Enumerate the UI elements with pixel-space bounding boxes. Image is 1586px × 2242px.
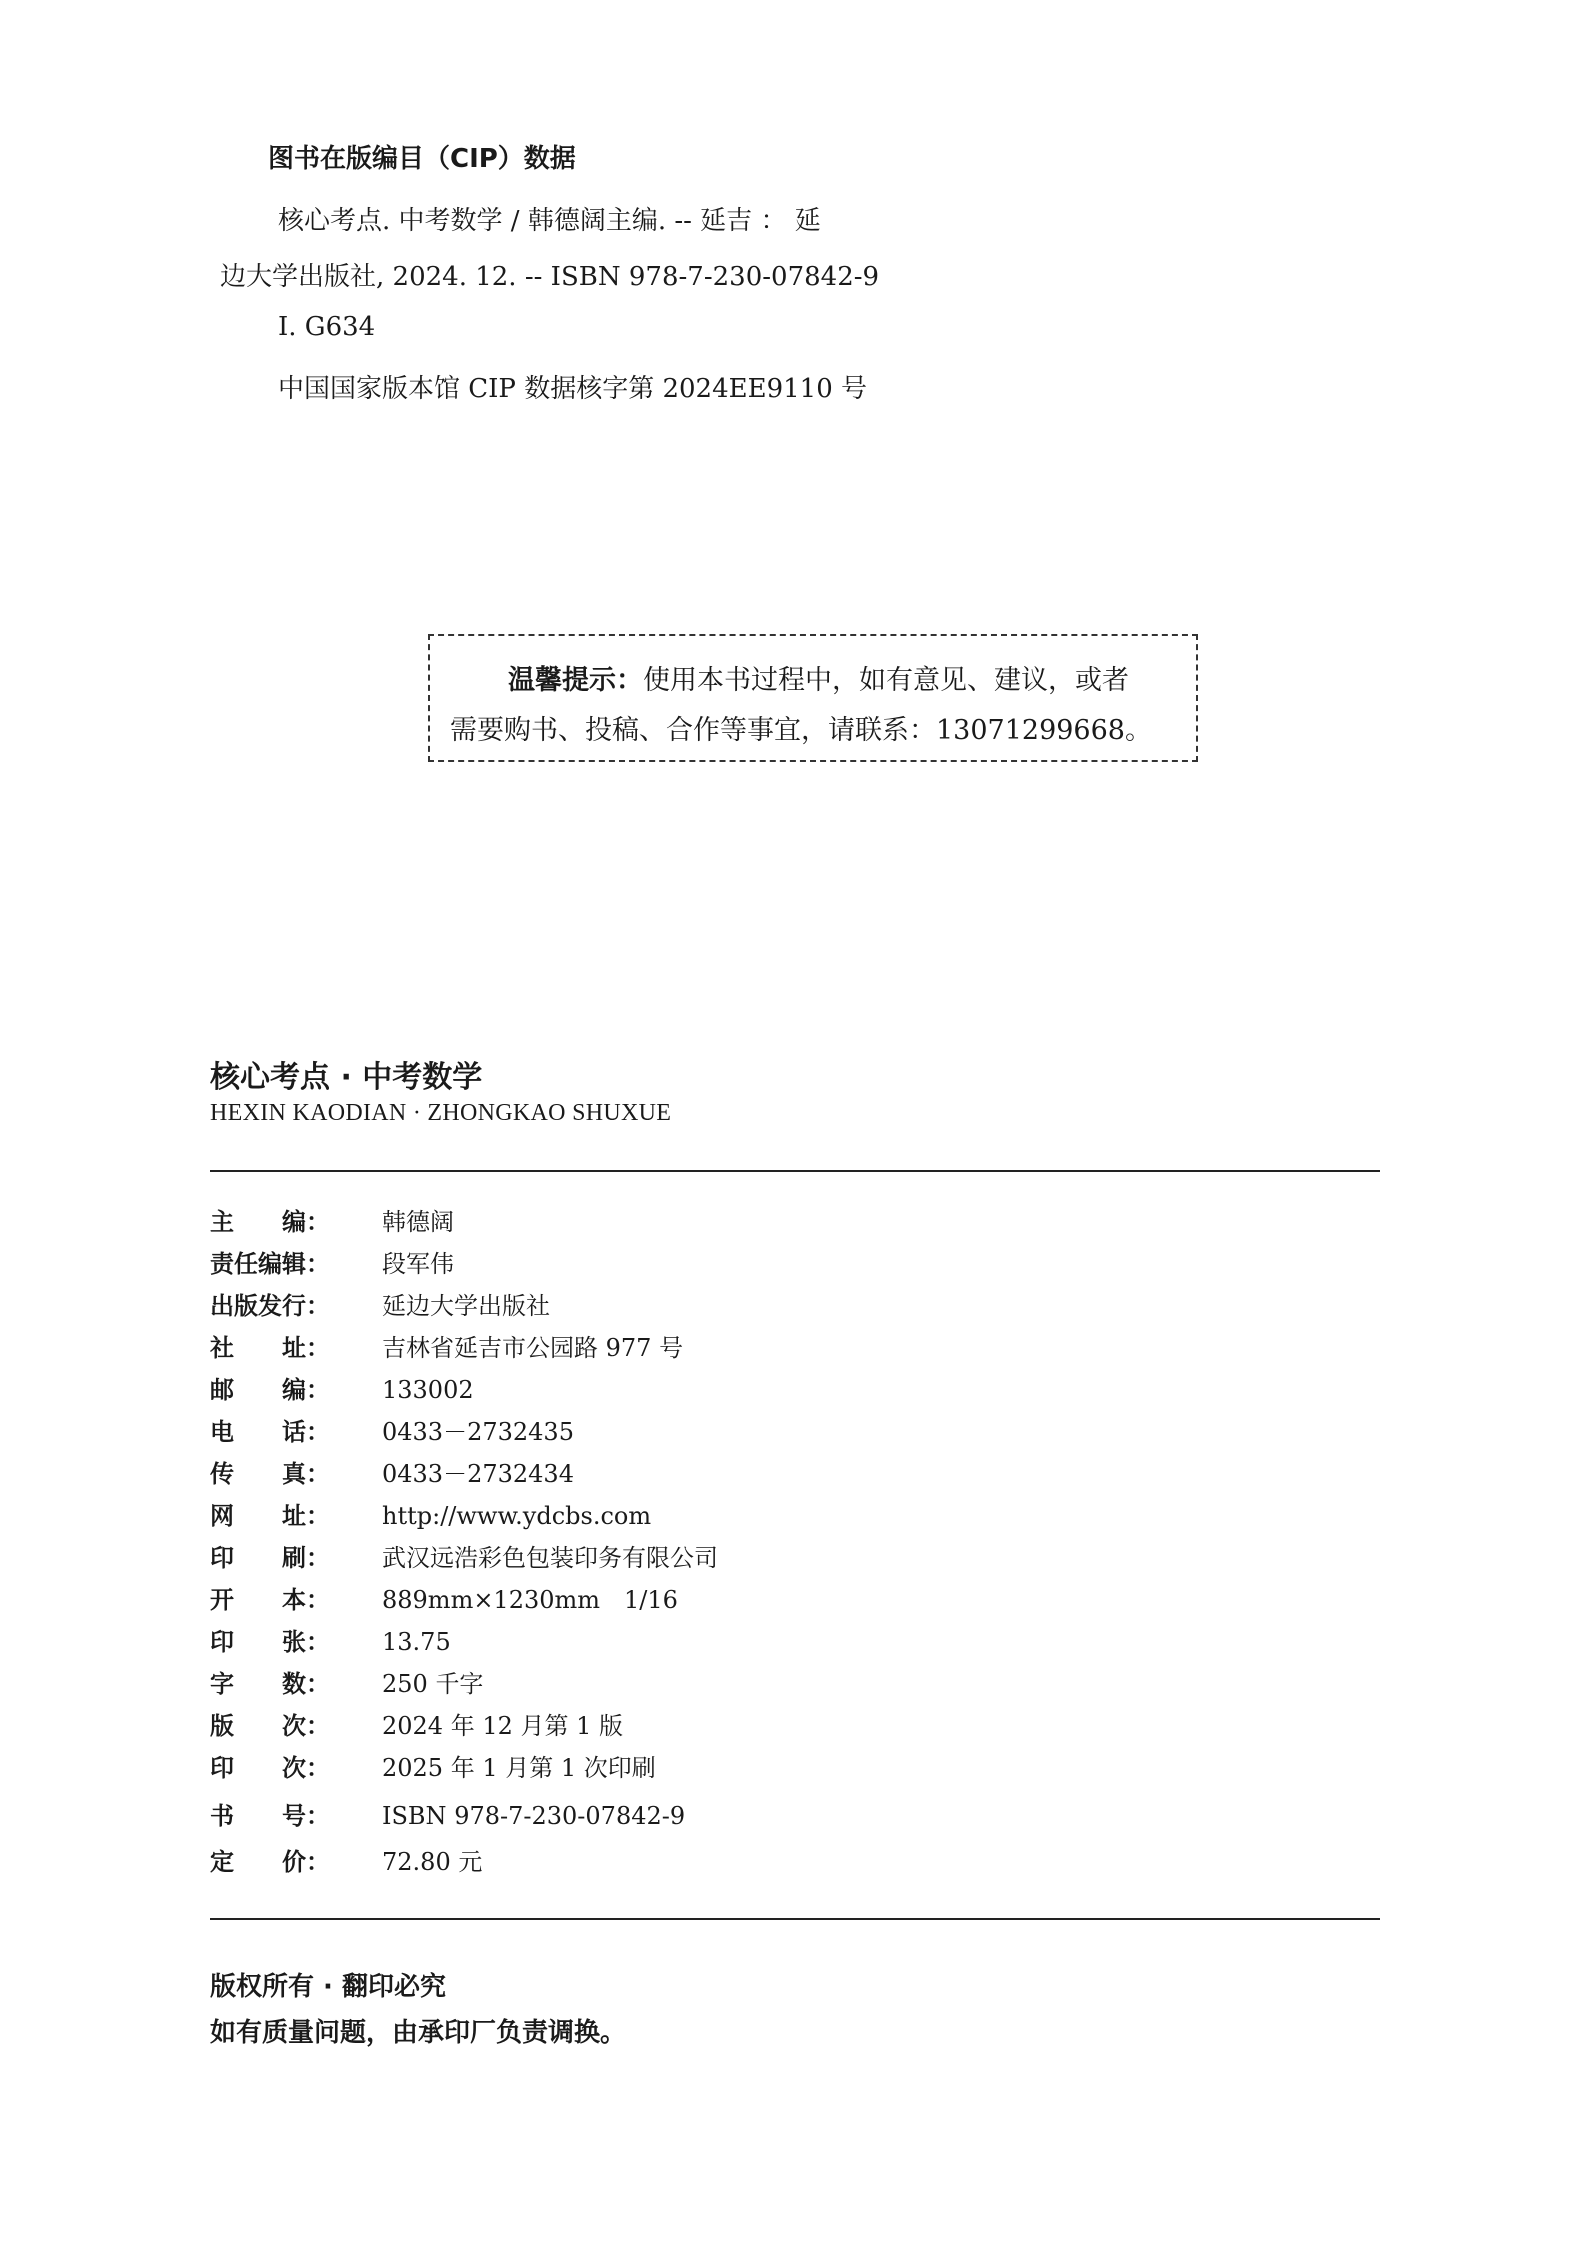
- info-row: [210, 1286, 550, 1321]
- info-label: 印 次：: [210, 1754, 330, 1782]
- info-value: 889mm×1230mm 1/16: [382, 1586, 678, 1614]
- info-label: 网 址：: [210, 1502, 330, 1530]
- cip-title: 图书在版编目（CIP）数据: [268, 144, 576, 174]
- cip-line-1: 核心考点. 中考数学 / 韩德阔主编. -- 延吉 ： 延: [278, 206, 821, 236]
- info-row: [210, 1796, 685, 1831]
- info-row: [210, 1370, 474, 1405]
- info-row: [210, 1328, 683, 1363]
- info-value: 吉林省延吉市公园路 977 号: [382, 1334, 684, 1362]
- info-value: 0433－2732435: [382, 1418, 574, 1446]
- book-title: 核心考点 · 中考数学: [210, 1060, 483, 1095]
- info-value: 13.75: [382, 1628, 451, 1656]
- info-label: 印 张：: [210, 1628, 330, 1656]
- info-row: [210, 1748, 656, 1783]
- cip-line-2: 边大学出版社, 2024. 12. -- ISBN 978-7-230-07842-9: [220, 262, 880, 292]
- info-value: 2025 年 1 月第 1 次印刷: [382, 1754, 656, 1782]
- quality-note: 如有质量问题，由承印厂负责调换。: [210, 2018, 627, 2048]
- book-pinyin: HEXIN KAODIAN · ZHONGKAO SHUXUE: [210, 1100, 672, 1126]
- info-label: 社 址：: [210, 1334, 330, 1362]
- notice-text-1: 使用本书过程中，如有意见、建议，或者: [643, 665, 1129, 696]
- info-row: [210, 1202, 454, 1237]
- info-row: [210, 1622, 451, 1657]
- info-value: 武汉远浩彩色包装印务有限公司: [382, 1544, 718, 1572]
- info-label: 书 号：: [210, 1802, 330, 1830]
- info-label: 主 编：: [210, 1208, 330, 1236]
- info-value: 段军伟: [382, 1250, 454, 1278]
- info-label: 开 本：: [210, 1586, 330, 1614]
- info-label: 字 数：: [210, 1670, 330, 1698]
- cip-line-4: 中国国家版本馆 CIP 数据核字第 2024EE9110 号: [278, 374, 868, 404]
- notice-line-2: 需要购书、投稿、合作等事宜，请联系：13071299668。: [450, 715, 1152, 746]
- info-row: [210, 1706, 623, 1741]
- info-value: 韩德阔: [382, 1208, 454, 1236]
- info-label: 出版发行：: [210, 1292, 330, 1320]
- info-label: 定 价：: [210, 1848, 330, 1876]
- info-value: ISBN 978-7-230-07842-9: [382, 1802, 686, 1830]
- info-row: [210, 1244, 454, 1279]
- notice-box: [428, 634, 1198, 762]
- info-row: [210, 1454, 574, 1489]
- info-value: 133002: [382, 1376, 474, 1404]
- info-row: [210, 1412, 574, 1447]
- info-value: 250 千字: [382, 1670, 484, 1698]
- info-label: 责任编辑：: [210, 1250, 330, 1278]
- info-value: http://www.ydcbs.com: [382, 1502, 652, 1530]
- info-value: 延边大学出版社: [382, 1292, 550, 1320]
- info-label: 印 刷：: [210, 1544, 330, 1572]
- info-value: 0433－2732434: [382, 1460, 574, 1488]
- notice-line-1: [508, 658, 1129, 697]
- notice-label: 温馨提示：: [508, 665, 643, 696]
- info-label: 电 话：: [210, 1418, 330, 1446]
- copyright-notice: 版权所有 · 翻印必究: [210, 1972, 446, 2002]
- info-value: 2024 年 12 月第 1 版: [382, 1712, 624, 1740]
- info-row: [210, 1496, 651, 1531]
- info-label: 邮 编：: [210, 1376, 330, 1404]
- info-row: [210, 1842, 482, 1877]
- info-row: [210, 1538, 718, 1573]
- info-label: 传 真：: [210, 1460, 330, 1488]
- info-value: 72.80 元: [382, 1848, 483, 1876]
- divider-bottom: [210, 1918, 1380, 1920]
- info-row: [210, 1664, 483, 1699]
- info-row: [210, 1580, 678, 1615]
- info-label: 版 次：: [210, 1712, 330, 1740]
- cip-line-3: Ⅰ. G634: [278, 312, 376, 342]
- divider-top: [210, 1170, 1380, 1172]
